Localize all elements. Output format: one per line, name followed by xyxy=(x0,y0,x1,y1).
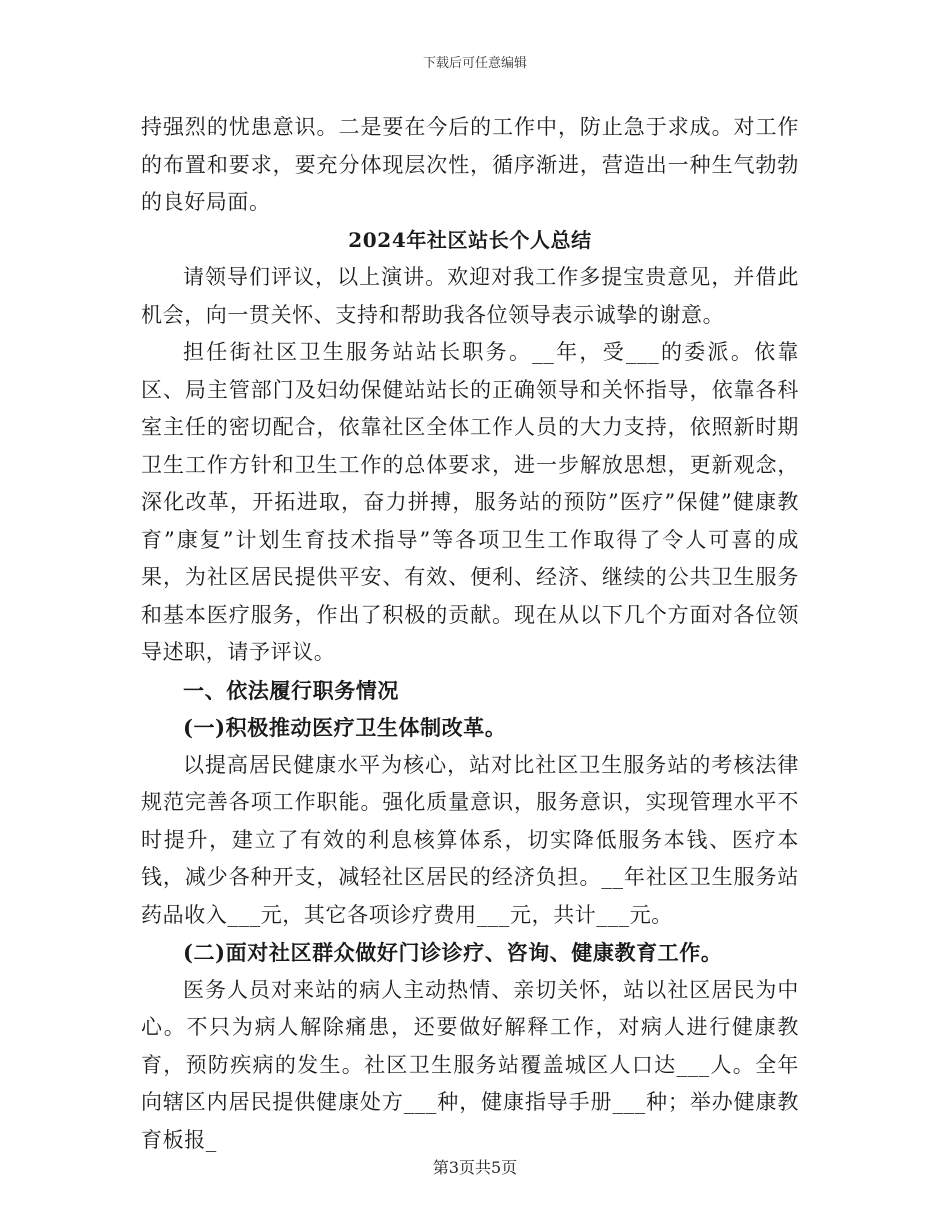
paragraph-duties-intro: 担任街社区卫生服务站站长职务。__年，受___的委派。依靠区、局主管部门及妇幼保健站站长的正确领导和关怀指导，依靠各科室主任的密切配合，依靠社区全体工作人员的大力支持，依照新时期卫生工作方针和卫生工作的总体要求，进一步解放思想，更新观念，深化改革，开拓进取，奋力拼搏，服务站的预防”医疗”保健”健康教育”康复”计划生育技术指导”等各项卫生工作取得了令人可喜的成果，为社区居民提供平安、有效、便利、经济、继续的公共卫生服务和基本医疗服务，作出了积极的贡献。现在从以下几个方面对各位领导述职，请予评议。 xyxy=(141,340,799,664)
document-title: 2024年社区站长个人总结 xyxy=(348,227,592,252)
document-body xyxy=(141,109,799,1159)
section-heading-1: 一、依法履行职务情况 xyxy=(183,677,399,703)
paragraph-reform: 以提高居民健康水平为核心，站对比社区卫生服务站的考核法律规范完善各项工作职能。强化质量意识，服务意识，实现管理水平不时提升，建立了有效的利息核算体系，切实降低服务本钱、医疗本钱，减少各种开支，减轻社区居民的经济负担。__年社区卫生服务站药品收入___元，其它各项诊疗费用___元，共计___元。 xyxy=(141,752,799,927)
page-header-note: 下载后可任意编辑 xyxy=(422,56,527,71)
paragraph-opening: 请领导们评议，以上演讲。欢迎对我工作多提宝贵意见，并借此机会，向一贯关怀、支持和帮助我各位领导表示诚挚的谢意。 xyxy=(141,265,799,327)
subsection-heading-1: (一)积极推动医疗卫生体制改革。 xyxy=(183,715,507,740)
paragraph-outpatient: 医务人员对来站的病人主动热情、亲切关怀，站以社区居民为中心。不只为病人解除痛患，还要做好解释工作，对病人进行健康教育，预防疾病的发生。社区卫生服务站覆盖城区人口达___人。全年向辖区内居民提供健康处方___种，健康指导手册___种；举办健康教育板报_ xyxy=(141,977,799,1152)
paragraph-continuation: 持强烈的忧患意识。二是要在今后的工作中，防止急于求成。对工作的布置和要求，要充分体现层次性，循序渐进，营造出一种生气勃勃的良好局面。 xyxy=(141,115,799,214)
page-number: 第3页共5页 xyxy=(432,1158,518,1177)
subsection-heading-2: (二)面对社区群众做好门诊诊疗、咨询、健康教育工作。 xyxy=(183,940,723,965)
